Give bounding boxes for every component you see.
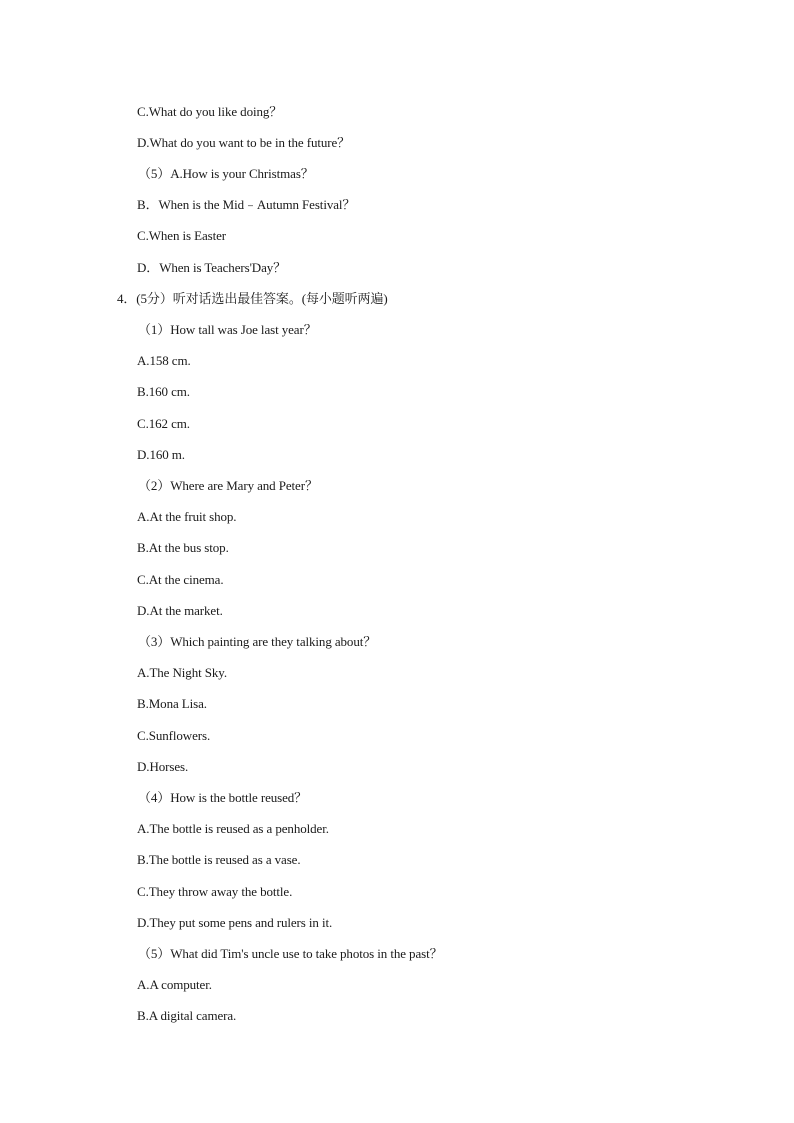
option-line: B．When is the Mid﹣Autumn Festival？ bbox=[137, 197, 356, 212]
question-line: （1）How tall was Joe last year？ bbox=[138, 322, 317, 337]
option-line: A.A computer. bbox=[137, 977, 212, 992]
option-line: B.The bottle is reused as a vase. bbox=[137, 852, 301, 867]
option-line: A.The bottle is reused as a penholder. bbox=[137, 821, 329, 836]
option-line: B.A digital camera. bbox=[137, 1008, 237, 1023]
question-line: （2）Where are Mary and Peter？ bbox=[138, 478, 318, 493]
section-heading: 4．(5分）听对话选出最佳答案。(每小题听两遍) bbox=[117, 291, 388, 306]
option-line: D.160 m. bbox=[137, 447, 185, 462]
option-line: D.At the market. bbox=[137, 603, 223, 618]
option-line: A.158 cm. bbox=[137, 353, 191, 368]
option-line: A.The Night Sky. bbox=[137, 665, 227, 680]
option-line: D.They put some pens and rulers in it. bbox=[137, 915, 333, 930]
option-line: C.162 cm. bbox=[137, 416, 190, 431]
option-line: D.What do you want to be in the future？ bbox=[137, 135, 351, 150]
option-line: C.When is Easter bbox=[137, 228, 227, 243]
option-line: C.Sunflowers. bbox=[137, 728, 211, 743]
option-line: C.What do you like doing？ bbox=[137, 104, 283, 119]
question-line: （4）How is the bottle reused？ bbox=[138, 790, 308, 805]
option-line: B.At the bus stop. bbox=[137, 540, 229, 555]
question-line: （3）Which painting are they talking about？ bbox=[138, 634, 377, 649]
option-line: D．When is Teachers'Day？ bbox=[137, 260, 287, 275]
question-line: （5）A.How is your Christmas？ bbox=[138, 166, 314, 181]
option-line: C.They throw away the bottle. bbox=[137, 884, 293, 899]
option-line: B.160 cm. bbox=[137, 384, 190, 399]
question-line: （5）What did Tim's uncle use to take photos in the past？ bbox=[138, 946, 443, 961]
option-line: A.At the fruit shop. bbox=[137, 509, 237, 524]
option-line: B.Mona Lisa. bbox=[137, 696, 207, 711]
option-line: D.Horses. bbox=[137, 759, 189, 774]
option-line: C.At the cinema. bbox=[137, 572, 224, 587]
